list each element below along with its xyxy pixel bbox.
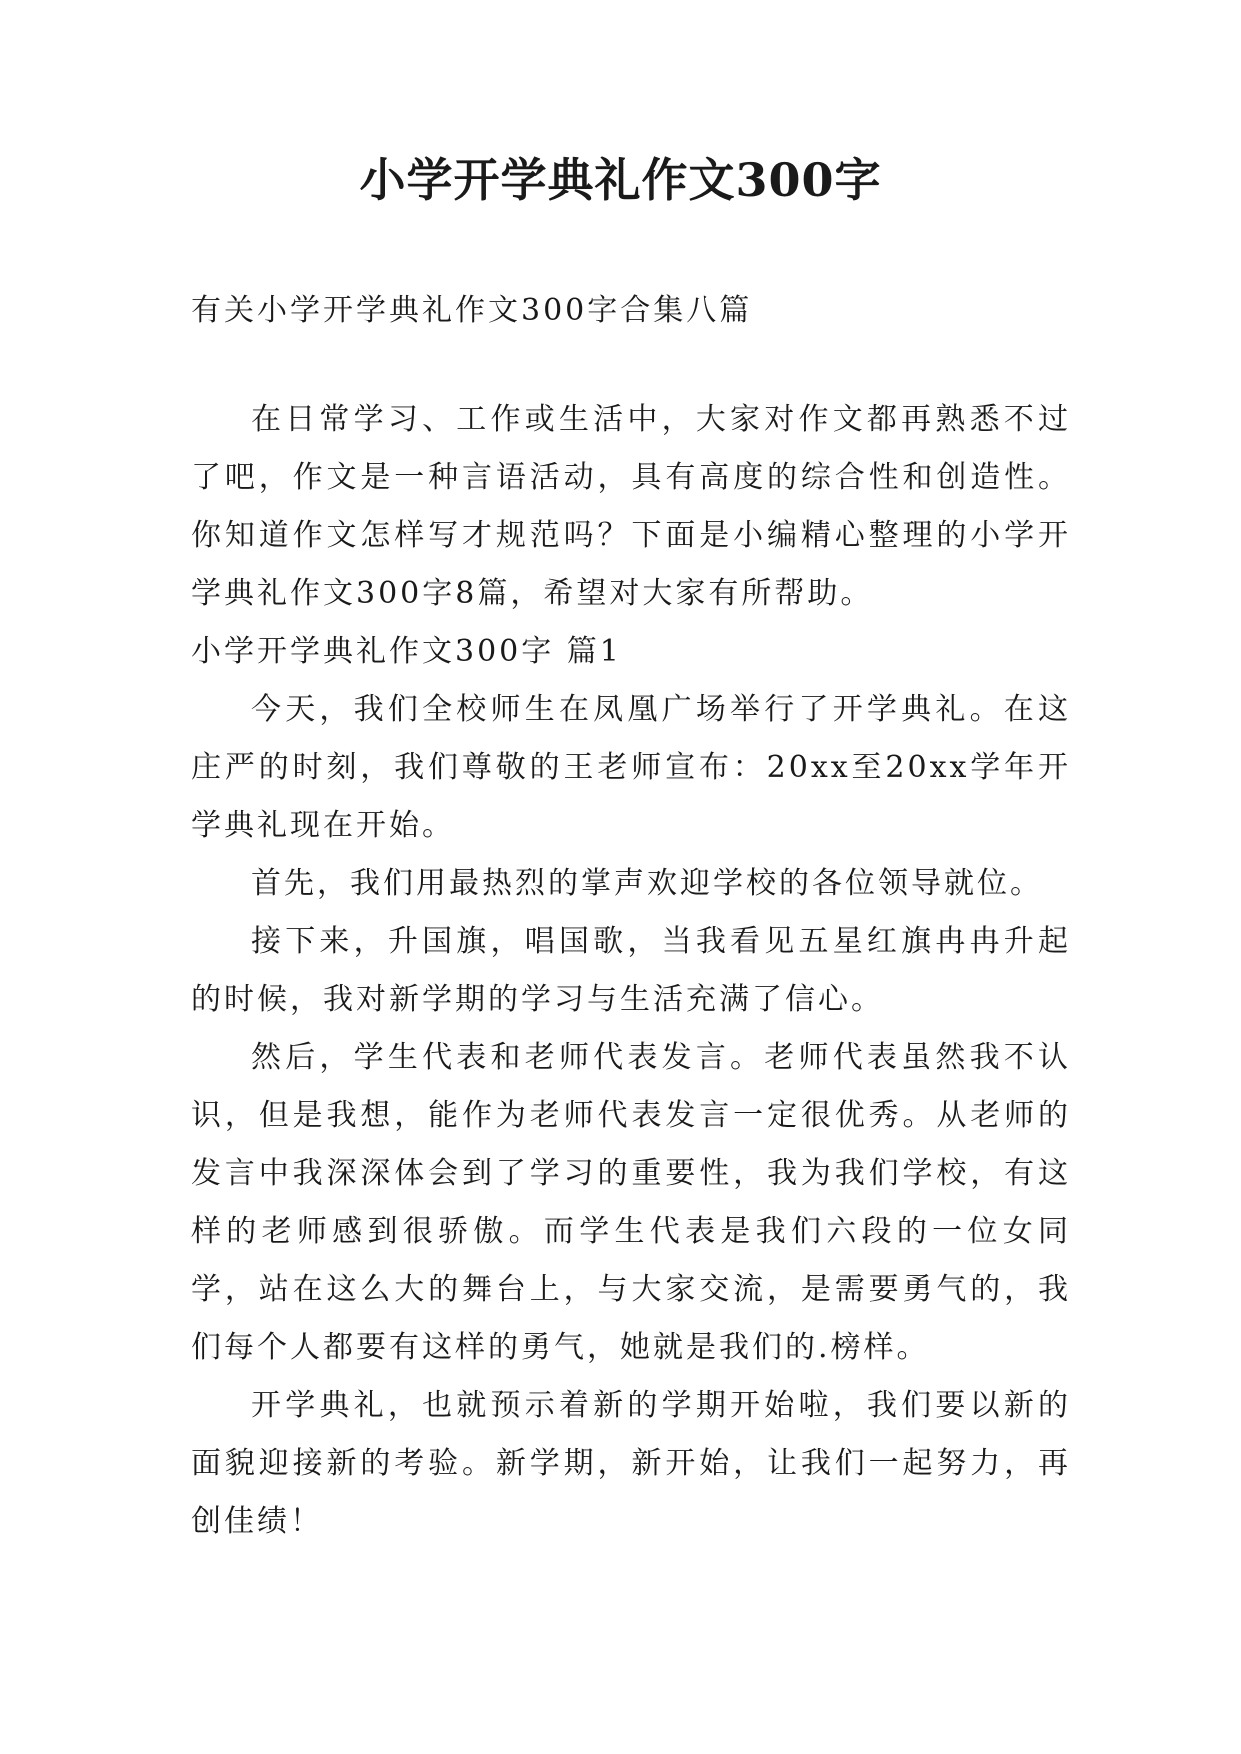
section-heading: 小学开学典礼作文300字 篇1 <box>191 634 622 669</box>
document-body <box>191 282 1071 1551</box>
body-paragraph: 接下来，升国旗，唱国歌，当我看见五星红旗冉冉升起的时候，我对新学期的学习与生活充满了信心。 <box>191 924 1071 1017</box>
body-paragraph: 然后，学生代表和老师代表发言。老师代表虽然我不认识，但是我想，能作为老师代表发言一定很优秀。从老师的发言中我深深体会到了学习的重要性，我为我们学校，有这样的老师感到很骄傲。而学生代表是我们六段的一位女同学，站在这么大的舞台上，与大家交流，是需要勇气的，我们每个人都要有这样的勇气，她就是我们的.榜样。 <box>191 1040 1071 1365</box>
body-paragraph: 开学典礼，也就预示着新的学期开始啦，我们要以新的面貌迎接新的考验。新学期，新开始，让我们一起努力，再创佳绩！ <box>191 1388 1071 1539</box>
document-title: 小学开学典礼作文300字 <box>359 153 882 207</box>
intro-paragraph: 在日常学习、工作或生活中，大家对作文都再熟悉不过了吧，作文是一种言语活动，具有高度的综合性和创造性。你知道作文怎样写才规范吗？下面是小编精心整理的小学开学典礼作文300字8篇，希望对大家有所帮助。 <box>191 402 1071 611</box>
document-subtitle: 有关小学开学典礼作文300字合集八篇 <box>191 293 753 328</box>
body-paragraph: 今天，我们全校师生在凤凰广场举行了开学典礼。在这庄严的时刻，我们尊敬的王老师宣布：20xx至20xx学年开学典礼现在开始。 <box>191 692 1071 843</box>
body-paragraph: 首先，我们用最热烈的掌声欢迎学校的各位领导就位。 <box>251 866 1043 901</box>
